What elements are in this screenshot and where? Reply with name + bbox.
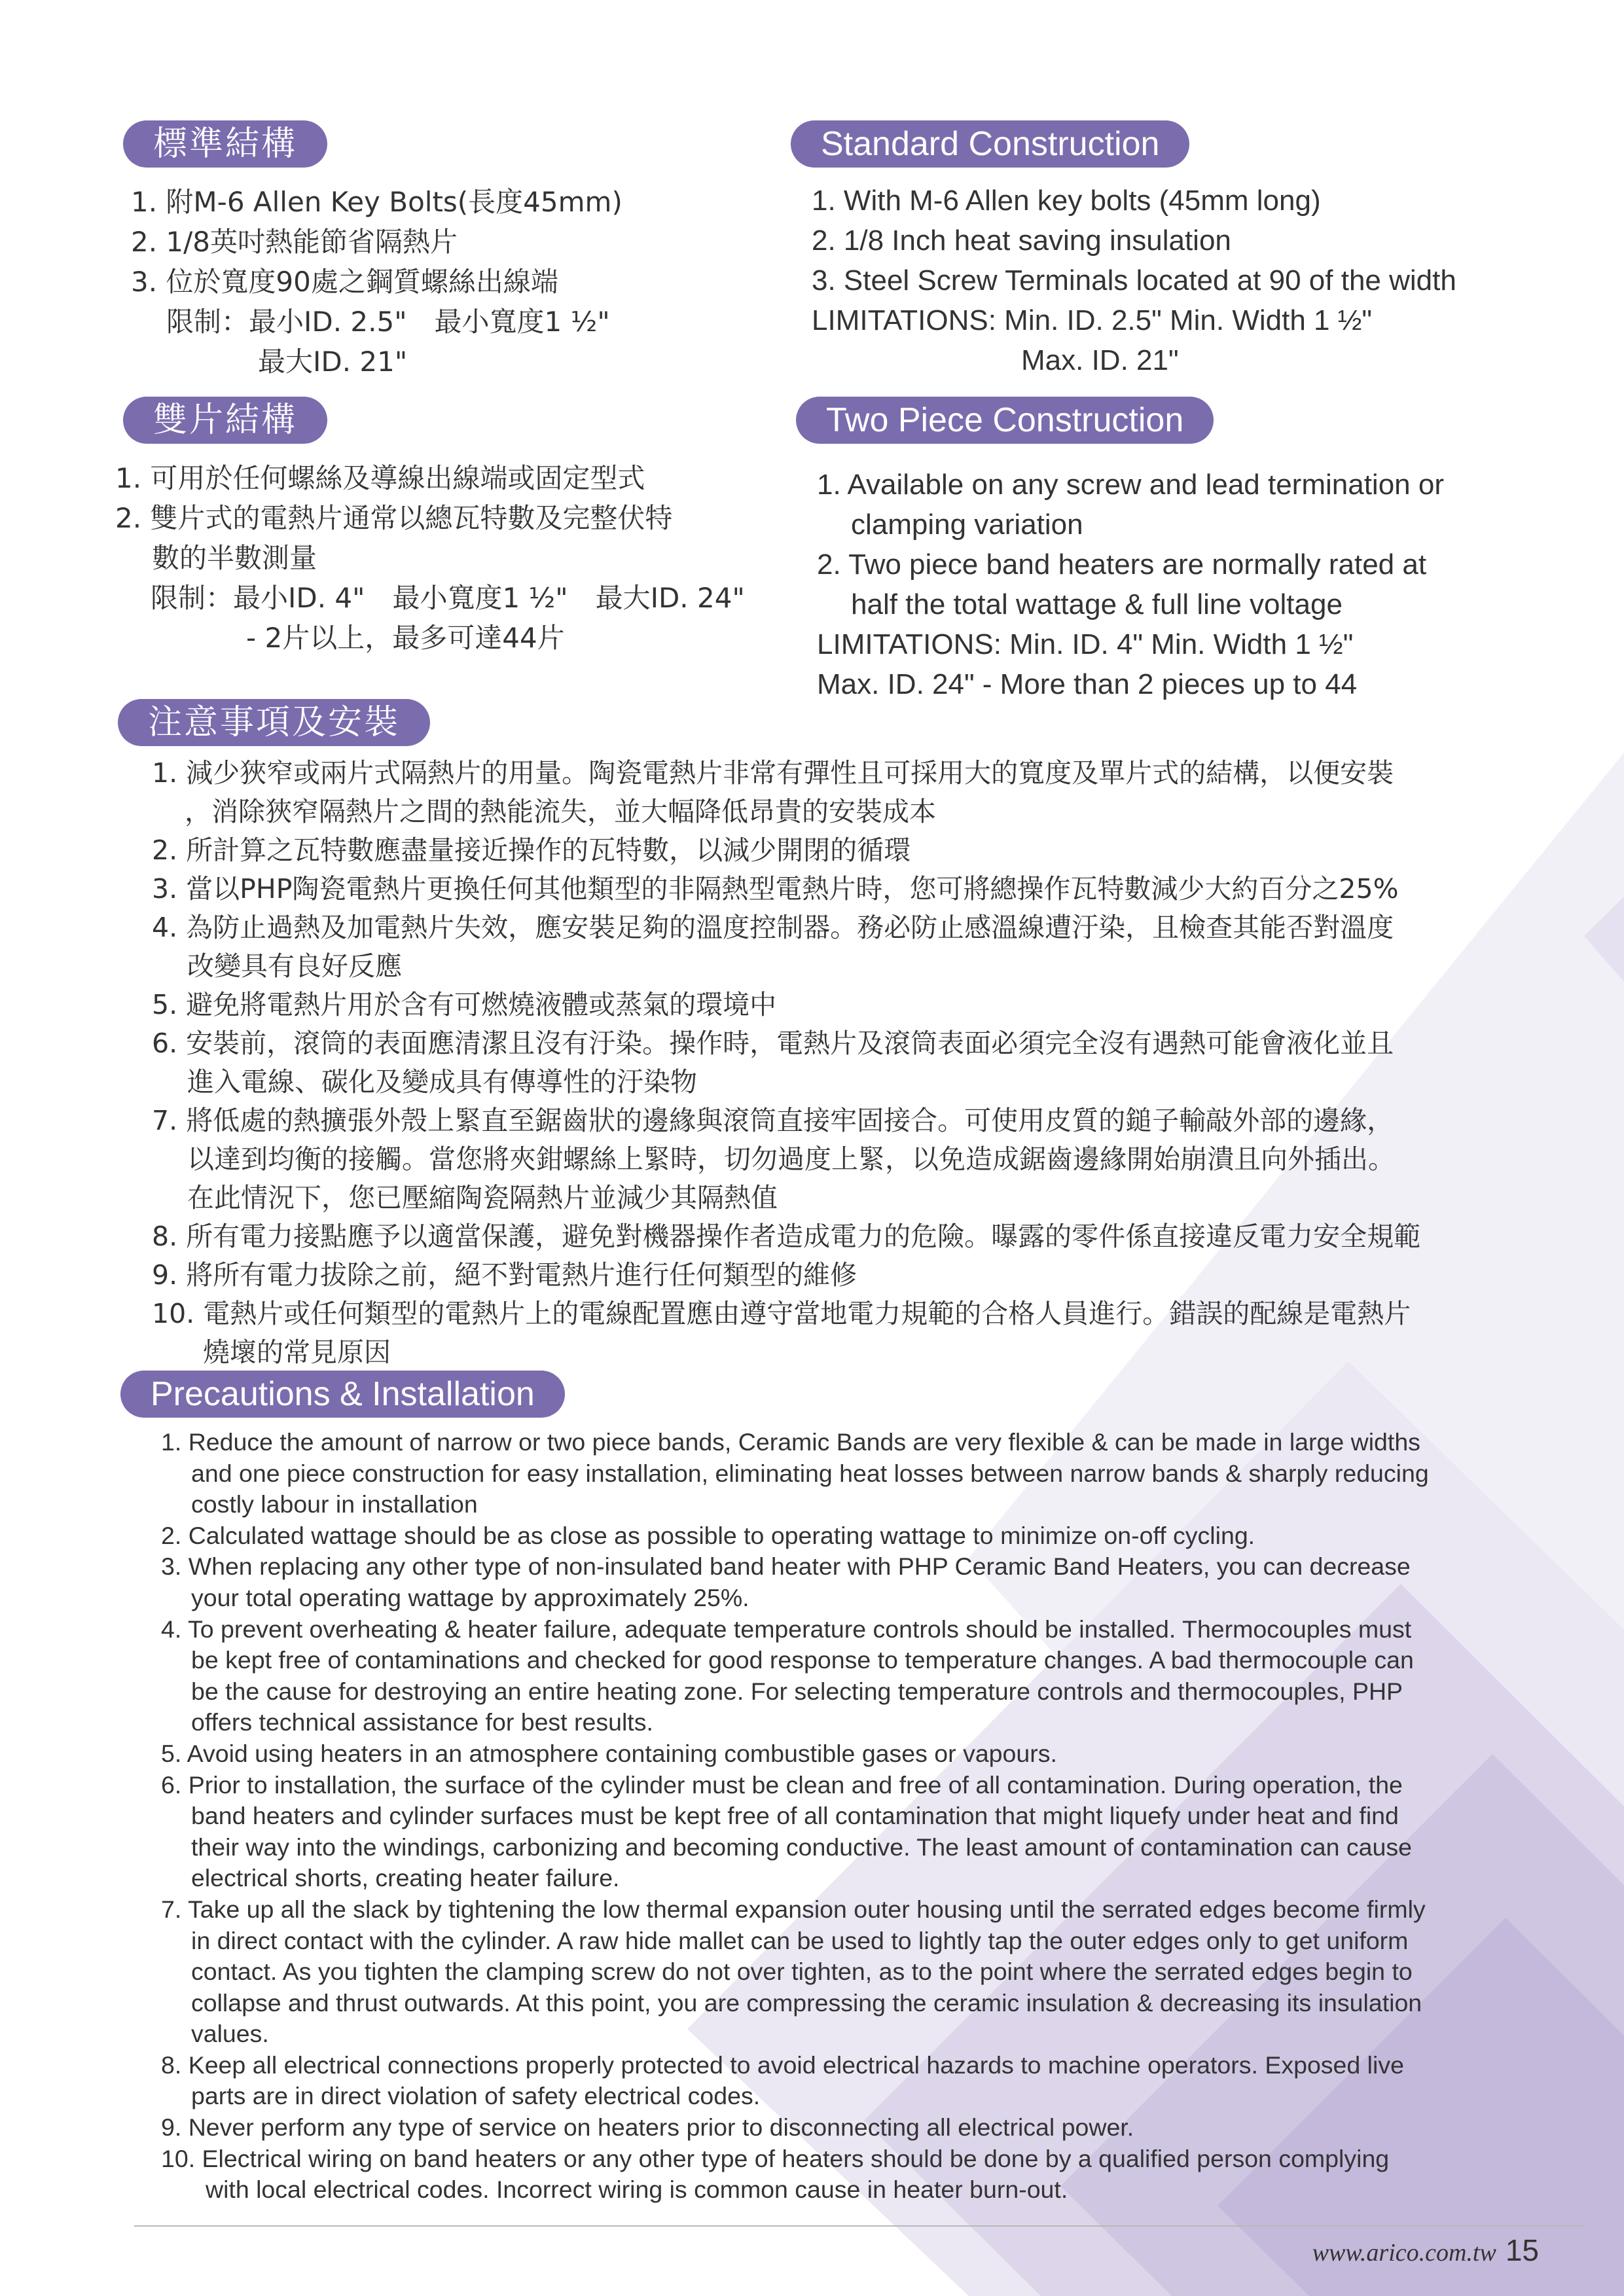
list-item: Max. ID. 24" - More than 2 pieces up to 44 bbox=[817, 668, 1358, 700]
list-item: 2. Two piece band heaters are normally rated at bbox=[817, 548, 1427, 581]
list-item: be kept free of contaminations and checked for good response to temperature changes. A bad thermocouple can bbox=[191, 1646, 1414, 1674]
list-item: 1. 附M-6 Allen Key Bolts(長度45mm) bbox=[131, 186, 623, 218]
list-item: clamping variation bbox=[851, 509, 1083, 541]
list-item: be the cause for destroying an entire heating zone. For selecting temperature controls and thermocouples, PHP bbox=[191, 1677, 1403, 1705]
list-item: 進入電線、碳化及變成具有傳導性的汙染物 bbox=[187, 1066, 697, 1098]
list-item: Max. ID. 21" bbox=[1021, 344, 1179, 376]
list-item: 3. 當以PHP陶瓷電熱片更換任何其他類型的非隔熱型電熱片時，您可將總操作瓦特數減少大約百分之25% bbox=[152, 873, 1399, 905]
list-item: LIMITATIONS: Min. ID. 2.5" Min. Width 1 ½" bbox=[812, 304, 1373, 336]
list-item: 燒壞的常見原因 bbox=[203, 1336, 391, 1368]
list-item: costly labour in installation bbox=[191, 1490, 478, 1518]
list-item: 10. Electrical wiring on band heaters or any other type of heaters should be done by a qualified person complying bbox=[161, 2144, 1390, 2172]
list-item: 6. 安裝前，滾筒的表面應清潔且沒有汙染。操作時，電熱片及滾筒表面必須完全沒有遇熱可能會液化並且 bbox=[152, 1028, 1394, 1059]
list-item: 3. 位於寬度90處之鋼質螺絲出線端 bbox=[131, 266, 558, 298]
list-item: 8. Keep all electrical connections properly protected to avoid electrical hazards to machine operators. Exposed live bbox=[161, 2051, 1404, 2079]
two-piece-construction-zh-title: 雙片結構 bbox=[123, 397, 327, 444]
list-item: with local electrical codes. Incorrect wiring is common cause in heater burn-out. bbox=[206, 2176, 1068, 2204]
list-item: offers technical assistance for best results. bbox=[191, 1708, 653, 1736]
two-piece-construction-en-title: Two Piece Construction bbox=[796, 397, 1214, 444]
list-item: 9. 將所有電力拔除之前，絕不對電熱片進行任何類型的維修 bbox=[152, 1259, 857, 1291]
list-item: 1. 減少狹窄或兩片式隔熱片的用量。陶瓷電熱片非常有彈性且可採用大的寬度及單片式的結構，以便安裝 bbox=[152, 757, 1394, 789]
list-item: LIMITATIONS: Min. ID. 4" Min. Width 1 ½" bbox=[817, 628, 1354, 660]
list-item: ，消除狹窄隔熱片之間的熱能流失，並大幅降低昂貴的安裝成本 bbox=[185, 796, 936, 827]
list-item: values. bbox=[191, 2020, 269, 2048]
list-item: 7. 將低處的熱擴張外殼上緊直至鋸齒狀的邊緣與滾筒直接牢固接合。可使用皮質的鎚子輸敲外部的邊緣， bbox=[152, 1105, 1394, 1136]
standard-construction-zh-title: 標準結構 bbox=[123, 120, 327, 168]
list-item: 改變具有良好反應 bbox=[187, 950, 402, 982]
list-item: contact. As you tighten the clamping screw do not over tighten, as to the point where the serrated edges begin to bbox=[191, 1958, 1413, 1986]
list-item: 1. 可用於任何螺絲及導線出線端或固定型式 bbox=[115, 462, 645, 494]
list-item: 在此情況下，您已壓縮陶瓷隔熱片並減少其隔熱值 bbox=[187, 1182, 778, 1213]
list-item: 1. With M-6 Allen key bolts (45mm long) bbox=[812, 185, 1321, 217]
list-item: 1. Reduce the amount of narrow or two piece bands, Ceramic Bands are very flexible & can be made in large widths bbox=[161, 1428, 1420, 1456]
list-item: 2. Calculated wattage should be as close as possible to operating wattage to minimize on-off cycling. bbox=[161, 1521, 1255, 1549]
two-piece-construction-en-list bbox=[817, 465, 1444, 704]
list-item: - 2片以上，最多可達44片 bbox=[246, 622, 565, 654]
standard-construction-en-title: Standard Construction bbox=[791, 120, 1189, 168]
list-item: 5. Avoid using heaters in an atmosphere containing combustible gases or vapours. bbox=[161, 1739, 1057, 1767]
two-piece-construction-zh-list bbox=[115, 458, 745, 658]
list-item: your total operating wattage by approximately 25%. bbox=[191, 1583, 749, 1611]
list-item: 數的半數測量 bbox=[152, 542, 317, 574]
list-item: collapse and thrust outwards. At this point, you are compressing the ceramic insulation & decreasing its insulation bbox=[191, 1988, 1422, 2017]
list-item: 2. 所計算之瓦特數應盡量接近操作的瓦特數，以減少開閉的循環 bbox=[152, 834, 911, 866]
list-item: half the total wattage & full line voltage bbox=[851, 588, 1343, 620]
list-item: 限制：最小ID. 2.5" 最小寬度1 ½" bbox=[166, 306, 610, 338]
list-item: in direct contact with the cylinder. A raw hide mallet can be used to lightly tap the outer edges only to get uniform bbox=[191, 1926, 1409, 1954]
list-item: 2. 1/8英吋熱能節省隔熱片 bbox=[131, 226, 458, 258]
list-item: 5. 避免將電熱片用於含有可燃燒液體或蒸氣的環境中 bbox=[152, 989, 777, 1020]
precautions-en-list bbox=[161, 1427, 1429, 2206]
list-item: 10. 電熱片或任何類型的電熱片上的電線配置應由遵守當地電力規範的合格人員進行。錯誤的配線是電熱片 bbox=[152, 1298, 1411, 1329]
precautions-en-title: Precautions & Installation bbox=[120, 1371, 565, 1418]
list-item: 8. 所有電力接點應予以適當保護，避免對機器操作者造成電力的危險。曝露的零件係直接違反電力安全規範 bbox=[152, 1221, 1421, 1252]
list-item: 限制：最小ID. 4" 最小寬度1 ½" 最大ID. 24" bbox=[151, 582, 745, 614]
list-item: parts are in direct violation of safety electrical codes. bbox=[191, 2082, 761, 2110]
list-item: 6. Prior to installation, the surface of the cylinder must be clean and free of all contamination. During operation, the bbox=[161, 1770, 1403, 1799]
list-item: 7. Take up all the slack by tightening the low thermal expansion outer housing until the serrated edges become firmly bbox=[161, 1895, 1426, 1923]
list-item: 以達到均衡的接觸。當您將夾鉗螺絲上緊時，切勿過度上緊，以免造成鋸齒邊緣開始崩潰且向外插出。 bbox=[187, 1143, 1395, 1175]
footer-website-link[interactable]: www.arico.com.tw bbox=[1312, 2239, 1496, 2267]
list-item: 4. 為防止過熱及加電熱片失效，應安裝足夠的溫度控制器。務必防止感溫線遭汙染，且檢查其能否對溫度 bbox=[152, 912, 1394, 943]
list-item: 1. Available on any screw and lead termination or bbox=[817, 469, 1444, 501]
list-item: electrical shorts, creating heater failure. bbox=[191, 1864, 620, 1892]
standard-construction-zh-list bbox=[131, 182, 623, 382]
precautions-zh-list bbox=[152, 754, 1420, 1372]
standard-construction-en-list bbox=[812, 181, 1456, 380]
footer-divider bbox=[134, 2225, 1584, 2227]
page-number: 15 bbox=[1505, 2233, 1539, 2267]
footer bbox=[1312, 2231, 1539, 2272]
list-item: 9. Never perform any type of service on heaters prior to disconnecting all electrical power. bbox=[161, 2113, 1134, 2142]
list-item: band heaters and cylinder surfaces must be kept free of all contamination that might liquefy under heat and find bbox=[191, 1802, 1399, 1830]
list-item: their way into the windings, carbonizing and becoming conductive. The least amount of contamination can cause bbox=[191, 1833, 1413, 1861]
list-item: 4. To prevent overheating & heater failure, adequate temperature controls should be installed. Thermocouples must bbox=[161, 1615, 1412, 1643]
list-item: 2. 1/8 Inch heat saving insulation bbox=[812, 224, 1231, 257]
list-item: 2. 雙片式的電熱片通常以總瓦特數及完整伏特 bbox=[115, 502, 673, 534]
list-item: 3. When replacing any other type of non-insulated band heater with PHP Ceramic Band Heaters, you can decrease bbox=[161, 1552, 1411, 1581]
list-item: and one piece construction for easy installation, eliminating heat losses between narrow bands & sharply reducing bbox=[191, 1459, 1429, 1487]
list-item: 最大ID. 21" bbox=[258, 346, 408, 378]
list-item: 3. Steel Screw Terminals located at 90 of the width bbox=[812, 264, 1456, 296]
precautions-zh-title: 注意事項及安裝 bbox=[118, 699, 430, 746]
